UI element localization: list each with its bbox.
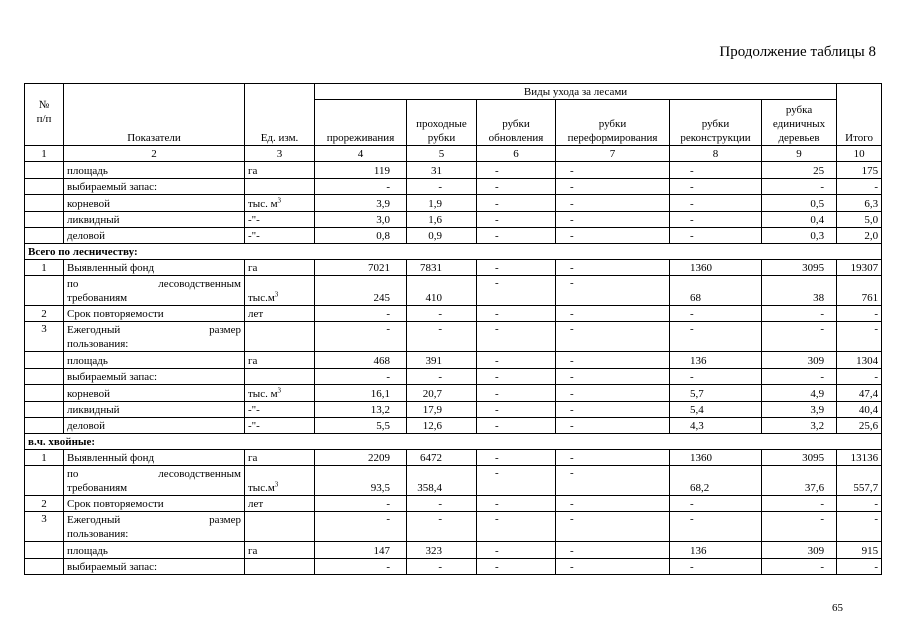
num-cell <box>25 466 64 496</box>
table-row <box>25 369 882 385</box>
value-cell: - <box>315 322 407 352</box>
label-cell <box>64 276 245 306</box>
num-cell <box>25 276 64 306</box>
value-cell: - <box>407 512 477 542</box>
value-cell: - <box>556 179 670 195</box>
value-cell: 557,7 <box>837 466 882 496</box>
unit-cell: -"- <box>245 402 315 418</box>
value-cell: 3095 <box>762 450 837 466</box>
value-cell: - <box>556 418 670 434</box>
unit-cell <box>245 195 315 212</box>
value-cell: - <box>837 512 882 542</box>
value-cell: - <box>477 418 556 434</box>
value-cell: 136 <box>670 542 762 559</box>
table-row <box>25 162 882 179</box>
page-number: 65 <box>832 602 843 614</box>
unit-superscript: 3 <box>277 386 282 395</box>
unit-cell: га <box>245 260 315 276</box>
index-cell: 10 <box>837 146 882 162</box>
value-cell: - <box>477 512 556 542</box>
label-line <box>67 513 241 527</box>
value-cell: 17,9 <box>407 402 477 418</box>
label-cell: корневой <box>64 195 245 212</box>
index-cell: 1 <box>25 146 64 162</box>
value-cell: 5,4 <box>670 402 762 418</box>
label-cell <box>64 512 245 542</box>
value-cell: - <box>477 260 556 276</box>
value-cell: - <box>556 559 670 575</box>
section-row <box>25 434 882 450</box>
label-line <box>67 323 241 337</box>
section-title: в.ч. хвойные: <box>25 434 882 450</box>
label-word: размер <box>209 514 241 526</box>
unit-superscript: 3 <box>274 480 279 489</box>
num-cell <box>25 542 64 559</box>
value-cell: 7831 <box>407 260 477 276</box>
unit-cell <box>245 466 315 496</box>
label-line: требованиям <box>67 292 128 304</box>
value-cell: 0,8 <box>315 228 407 244</box>
label-cell <box>64 466 245 496</box>
unit-cell: -"- <box>245 212 315 228</box>
num-cell: 3 <box>25 322 64 352</box>
index-cell: 2 <box>64 146 245 162</box>
label-cell: площадь <box>64 352 245 369</box>
section-row <box>25 244 882 260</box>
value-cell: 20,7 <box>407 385 477 402</box>
value-cell: - <box>670 559 762 575</box>
value-cell: 309 <box>762 542 837 559</box>
value-cell: 5,5 <box>315 418 407 434</box>
value-cell: - <box>670 195 762 212</box>
table-row <box>25 212 882 228</box>
value-cell: - <box>670 162 762 179</box>
value-cell: - <box>556 450 670 466</box>
num-cell <box>25 559 64 575</box>
value-cell: - <box>556 402 670 418</box>
num-cell <box>25 385 64 402</box>
value-cell: 2209 <box>315 450 407 466</box>
value-cell: - <box>762 369 837 385</box>
value-cell: - <box>477 402 556 418</box>
index-cell: 7 <box>556 146 670 162</box>
value-cell: - <box>477 559 556 575</box>
label-cell: корневой <box>64 385 245 402</box>
value-cell: - <box>477 276 556 306</box>
value-cell: - <box>556 276 670 306</box>
value-cell: - <box>407 322 477 352</box>
value-cell: - <box>315 559 407 575</box>
value-cell: 68,2 <box>670 466 762 496</box>
label-cell: Выявленный фонд <box>64 450 245 466</box>
table-row <box>25 559 882 575</box>
value-cell: 323 <box>407 542 477 559</box>
value-cell: - <box>670 322 762 352</box>
label-cell: ликвидный <box>64 402 245 418</box>
unit-cell <box>245 559 315 575</box>
value-cell: 136 <box>670 352 762 369</box>
value-cell: - <box>477 212 556 228</box>
table-row <box>25 260 882 276</box>
num-cell <box>25 179 64 195</box>
table-row <box>25 466 882 496</box>
value-cell: - <box>556 352 670 369</box>
num-cell: 2 <box>25 306 64 322</box>
value-cell: - <box>556 260 670 276</box>
unit-cell: га <box>245 450 315 466</box>
value-cell: 3,0 <box>315 212 407 228</box>
table-row <box>25 276 882 306</box>
label-cell: деловой <box>64 418 245 434</box>
value-cell: 391 <box>407 352 477 369</box>
value-cell: - <box>762 559 837 575</box>
header-indicators: Показатели <box>64 84 245 146</box>
unit-text: тыс.м <box>248 292 275 304</box>
value-cell: 1360 <box>670 450 762 466</box>
value-cell: 0,5 <box>762 195 837 212</box>
unit-cell: лет <box>245 306 315 322</box>
label-line: пользования: <box>67 338 129 350</box>
header-col: проходные рубки <box>407 100 477 146</box>
value-cell: - <box>407 559 477 575</box>
label-cell <box>64 322 245 352</box>
value-cell: 7021 <box>315 260 407 276</box>
table-row <box>25 402 882 418</box>
index-cell: 6 <box>477 146 556 162</box>
value-cell: - <box>477 450 556 466</box>
table-row <box>25 418 882 434</box>
value-cell: 13,2 <box>315 402 407 418</box>
value-cell: 68 <box>670 276 762 306</box>
header-group: Виды ухода за лесами <box>315 84 837 100</box>
num-cell: 2 <box>25 496 64 512</box>
num-cell <box>25 369 64 385</box>
table-caption: Продолжение таблицы 8 <box>719 44 876 60</box>
value-cell: - <box>407 496 477 512</box>
value-cell: 40,4 <box>837 402 882 418</box>
label-line: пользования: <box>67 528 129 540</box>
value-cell: - <box>556 369 670 385</box>
value-cell: - <box>762 496 837 512</box>
header-total: Итого <box>837 84 882 146</box>
label-word: лесоводственным <box>158 468 241 480</box>
label-word: по <box>67 468 79 480</box>
label-cell: площадь <box>64 162 245 179</box>
value-cell: - <box>670 496 762 512</box>
value-cell: - <box>477 195 556 212</box>
value-cell: - <box>556 542 670 559</box>
table-row <box>25 228 882 244</box>
value-cell: - <box>407 179 477 195</box>
unit-cell: -"- <box>245 228 315 244</box>
value-cell: 25,6 <box>837 418 882 434</box>
value-cell: - <box>670 212 762 228</box>
value-cell: 6,3 <box>837 195 882 212</box>
num-cell <box>25 162 64 179</box>
value-cell: - <box>670 228 762 244</box>
value-cell: - <box>315 369 407 385</box>
num-cell <box>25 352 64 369</box>
label-cell: Срок повторяемости <box>64 306 245 322</box>
label-line: требованиям <box>67 482 128 494</box>
unit-superscript: 3 <box>277 196 282 205</box>
header-unit: Ед. изм. <box>245 84 315 146</box>
label-cell: ликвидный <box>64 212 245 228</box>
value-cell: 4,9 <box>762 385 837 402</box>
table-row <box>25 195 882 212</box>
unit-superscript: 3 <box>274 290 279 299</box>
label-line <box>67 277 241 291</box>
label-cell: выбираемый запас: <box>64 559 245 575</box>
value-cell: - <box>477 369 556 385</box>
value-cell: 6472 <box>407 450 477 466</box>
num-cell: 1 <box>25 260 64 276</box>
unit-text: тыс. м <box>248 388 278 400</box>
label-cell: выбираемый запас: <box>64 369 245 385</box>
num-cell: 3 <box>25 512 64 542</box>
value-cell: - <box>477 466 556 496</box>
table-row <box>25 512 882 542</box>
value-cell: - <box>315 496 407 512</box>
value-cell: - <box>315 512 407 542</box>
value-cell: 5,7 <box>670 385 762 402</box>
value-cell: - <box>556 466 670 496</box>
index-cell: 9 <box>762 146 837 162</box>
label-cell: выбираемый запас: <box>64 179 245 195</box>
value-cell: - <box>670 512 762 542</box>
header-row <box>25 84 882 100</box>
table-row <box>25 496 882 512</box>
value-cell: 3,9 <box>315 195 407 212</box>
table-row <box>25 385 882 402</box>
num-cell <box>25 402 64 418</box>
label-word: по <box>67 278 79 290</box>
value-cell: 309 <box>762 352 837 369</box>
value-cell: - <box>477 322 556 352</box>
value-cell: 2,0 <box>837 228 882 244</box>
num-cell <box>25 418 64 434</box>
num-cell: 1 <box>25 450 64 466</box>
index-cell: 4 <box>315 146 407 162</box>
value-cell: 245 <box>315 276 407 306</box>
table-row <box>25 352 882 369</box>
value-cell: - <box>670 179 762 195</box>
value-cell: 4,3 <box>670 418 762 434</box>
value-cell: - <box>556 322 670 352</box>
value-cell: - <box>837 369 882 385</box>
table-row <box>25 450 882 466</box>
value-cell: - <box>315 179 407 195</box>
table-row <box>25 322 882 352</box>
value-cell: 19307 <box>837 260 882 276</box>
unit-cell <box>245 179 315 195</box>
unit-cell <box>245 512 315 542</box>
value-cell: 358,4 <box>407 466 477 496</box>
value-cell: 119 <box>315 162 407 179</box>
value-cell: - <box>556 228 670 244</box>
value-cell: - <box>556 195 670 212</box>
value-cell: 25 <box>762 162 837 179</box>
unit-cell <box>245 369 315 385</box>
unit-text: тыс.м <box>248 482 275 494</box>
num-cell <box>25 195 64 212</box>
value-cell: - <box>477 306 556 322</box>
value-cell: 1,9 <box>407 195 477 212</box>
value-cell: - <box>477 352 556 369</box>
unit-cell <box>245 322 315 352</box>
value-cell: - <box>837 322 882 352</box>
value-cell: - <box>477 385 556 402</box>
value-cell: - <box>477 179 556 195</box>
value-cell: - <box>407 369 477 385</box>
value-cell: 0,3 <box>762 228 837 244</box>
value-cell: 37,6 <box>762 466 837 496</box>
value-cell: 0,9 <box>407 228 477 244</box>
value-cell: 468 <box>315 352 407 369</box>
label-word: размер <box>209 324 241 336</box>
value-cell: 12,6 <box>407 418 477 434</box>
value-cell: 1360 <box>670 260 762 276</box>
value-cell: 761 <box>837 276 882 306</box>
value-cell: 3,9 <box>762 402 837 418</box>
value-cell: - <box>556 512 670 542</box>
value-cell: - <box>837 306 882 322</box>
value-cell: 0,4 <box>762 212 837 228</box>
unit-cell <box>245 276 315 306</box>
value-cell: - <box>315 306 407 322</box>
label-word: Ежегодный <box>67 324 121 336</box>
value-cell: - <box>556 496 670 512</box>
forest-care-table <box>24 83 882 575</box>
value-cell: - <box>477 496 556 512</box>
value-cell: - <box>837 496 882 512</box>
value-cell: 13136 <box>837 450 882 466</box>
value-cell: - <box>477 228 556 244</box>
value-cell: - <box>762 306 837 322</box>
value-cell: 47,4 <box>837 385 882 402</box>
value-cell: - <box>556 385 670 402</box>
value-cell: 16,1 <box>315 385 407 402</box>
label-word: лесоводственным <box>158 278 241 290</box>
value-cell: 3095 <box>762 260 837 276</box>
label-cell: деловой <box>64 228 245 244</box>
header-num: № п/п <box>25 84 64 146</box>
value-cell: 410 <box>407 276 477 306</box>
unit-text: тыс. м <box>248 198 278 210</box>
unit-cell: га <box>245 352 315 369</box>
section-title: Всего по лесничеству: <box>25 244 882 260</box>
value-cell: 93,5 <box>315 466 407 496</box>
value-cell: 175 <box>837 162 882 179</box>
num-cell <box>25 228 64 244</box>
index-cell: 5 <box>407 146 477 162</box>
unit-cell <box>245 385 315 402</box>
index-cell: 3 <box>245 146 315 162</box>
label-cell: площадь <box>64 542 245 559</box>
header-col: рубки обновления <box>477 100 556 146</box>
header-col: рубки реконструкции <box>670 100 762 146</box>
index-cell: 8 <box>670 146 762 162</box>
value-cell: 147 <box>315 542 407 559</box>
value-cell: - <box>762 322 837 352</box>
table-row <box>25 542 882 559</box>
value-cell: - <box>670 369 762 385</box>
label-word: Ежегодный <box>67 514 121 526</box>
value-cell: - <box>837 179 882 195</box>
value-cell: - <box>837 559 882 575</box>
unit-cell: га <box>245 542 315 559</box>
unit-cell: лет <box>245 496 315 512</box>
index-row <box>25 146 882 162</box>
num-cell <box>25 212 64 228</box>
value-cell: - <box>556 306 670 322</box>
label-line <box>67 467 241 481</box>
value-cell: 3,2 <box>762 418 837 434</box>
table-row <box>25 306 882 322</box>
header-col: рубки переформирования <box>556 100 670 146</box>
value-cell: 915 <box>837 542 882 559</box>
unit-cell: -"- <box>245 418 315 434</box>
value-cell: - <box>762 512 837 542</box>
value-cell: - <box>762 179 837 195</box>
value-cell: 1304 <box>837 352 882 369</box>
unit-cell: га <box>245 162 315 179</box>
value-cell: 38 <box>762 276 837 306</box>
header-col: прореживания <box>315 100 407 146</box>
value-cell: - <box>477 162 556 179</box>
value-cell: - <box>477 542 556 559</box>
label-cell: Срок повторяемости <box>64 496 245 512</box>
header-col: рубка единичных деревьев <box>762 100 837 146</box>
value-cell: - <box>670 306 762 322</box>
value-cell: 31 <box>407 162 477 179</box>
value-cell: - <box>556 162 670 179</box>
label-cell: Выявленный фонд <box>64 260 245 276</box>
value-cell: - <box>407 306 477 322</box>
value-cell: 5,0 <box>837 212 882 228</box>
value-cell: 1,6 <box>407 212 477 228</box>
value-cell: - <box>556 212 670 228</box>
table-row <box>25 179 882 195</box>
